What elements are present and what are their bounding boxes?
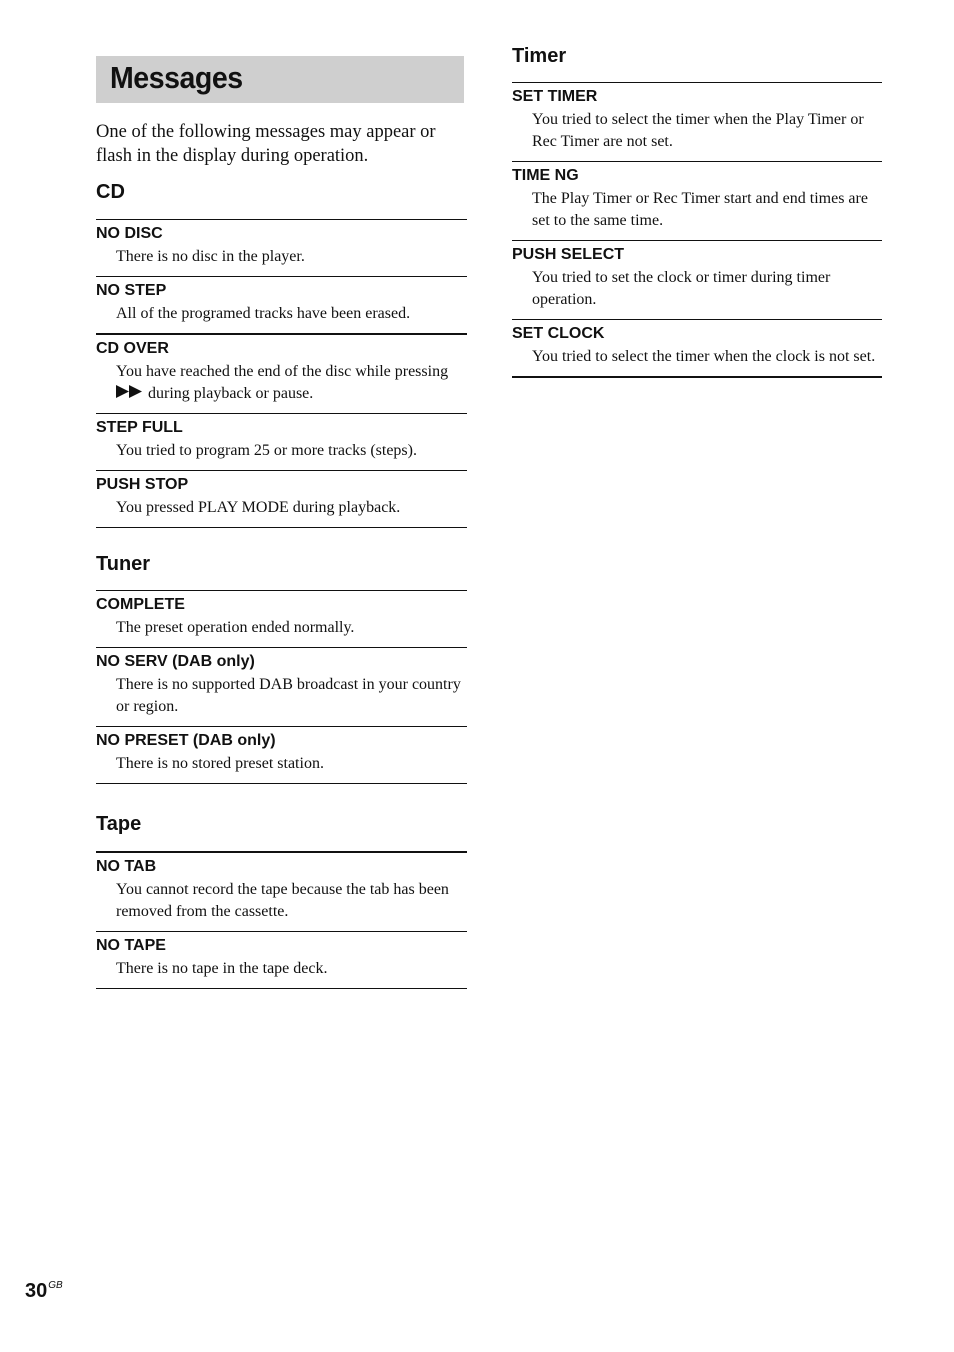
section-heading-cd: CD xyxy=(96,181,125,203)
page-number-suffix: GB xyxy=(48,1280,63,1291)
message-code: NO TAPE xyxy=(96,937,166,954)
message-code: TIME NG xyxy=(512,167,579,184)
message-description-part: You have reached the end of the disc while pressing xyxy=(116,363,449,380)
message-code: SET CLOCK xyxy=(512,325,605,342)
message-code: STEP FULL xyxy=(96,419,183,437)
message-description: There is no tape in the tape deck. xyxy=(116,960,328,977)
message-description: There is no disc in the player. xyxy=(116,248,305,265)
message-description-part: during playback or pause. xyxy=(148,385,314,402)
message-item xyxy=(96,413,467,470)
message-description: You pressed PLAY MODE during playback. xyxy=(116,499,401,517)
message-item xyxy=(512,240,882,319)
page-title: Messages xyxy=(110,60,243,95)
tuner-message-list xyxy=(96,590,467,784)
section-heading-tuner: Tuner xyxy=(96,553,151,575)
message-code: NO STEP xyxy=(96,282,167,299)
message-description: You tried to select the timer when the Play Timer or Rec Timer are not set. xyxy=(532,111,864,150)
timer-message-list xyxy=(512,82,882,378)
page-number xyxy=(25,1280,63,1303)
message-description: There is no supported DAB broadcast in your country or region. xyxy=(116,676,461,715)
message-item xyxy=(512,82,882,161)
message-item xyxy=(96,647,467,726)
message-code: NO SERV (DAB only) xyxy=(96,653,255,670)
message-item xyxy=(512,319,882,378)
message-item xyxy=(96,276,467,333)
message-item xyxy=(96,726,467,784)
message-code: NO PRESET (DAB only) xyxy=(96,732,276,749)
page-number-value: 30 xyxy=(25,1280,48,1302)
fast-forward-icon xyxy=(116,383,144,405)
message-description: The Play Timer or Rec Timer start and end times are set to the same time. xyxy=(532,190,868,229)
message-code: NO DISC xyxy=(96,225,163,242)
page-title-banner xyxy=(96,56,464,103)
message-description: You tried to select the timer when the clock is not set. xyxy=(532,348,876,365)
message-item xyxy=(96,470,467,528)
message-description: You tried to set the clock or timer during timer operation. xyxy=(532,269,831,308)
message-description: You tried to program 25 or more tracks (steps). xyxy=(116,442,417,460)
message-description: The preset operation ended normally. xyxy=(116,619,355,636)
message-item xyxy=(96,333,467,413)
message-code: SET TIMER xyxy=(512,88,598,105)
intro-paragraph: One of the following messages may appear or flash in the display during operation. xyxy=(96,122,436,166)
message-description: You cannot record the tape because the tab has been removed from the cassette. xyxy=(116,881,449,920)
message-code: PUSH SELECT xyxy=(512,246,625,263)
message-description: There is no stored preset station. xyxy=(116,755,324,772)
message-item xyxy=(96,851,467,931)
section-heading-tape: Tape xyxy=(96,813,142,835)
message-item xyxy=(512,161,882,240)
message-item xyxy=(96,219,467,276)
message-description: All of the programed tracks have been erased. xyxy=(116,305,411,322)
message-code: PUSH STOP xyxy=(96,476,189,494)
message-code: COMPLETE xyxy=(96,596,185,613)
message-code: CD OVER xyxy=(96,340,169,357)
message-item xyxy=(96,931,467,989)
message-description xyxy=(96,361,467,405)
message-item xyxy=(96,590,467,647)
section-heading-timer: Timer xyxy=(512,45,567,67)
message-code: NO TAB xyxy=(96,858,157,875)
cd-message-list xyxy=(96,219,467,528)
tape-message-list xyxy=(96,851,467,989)
